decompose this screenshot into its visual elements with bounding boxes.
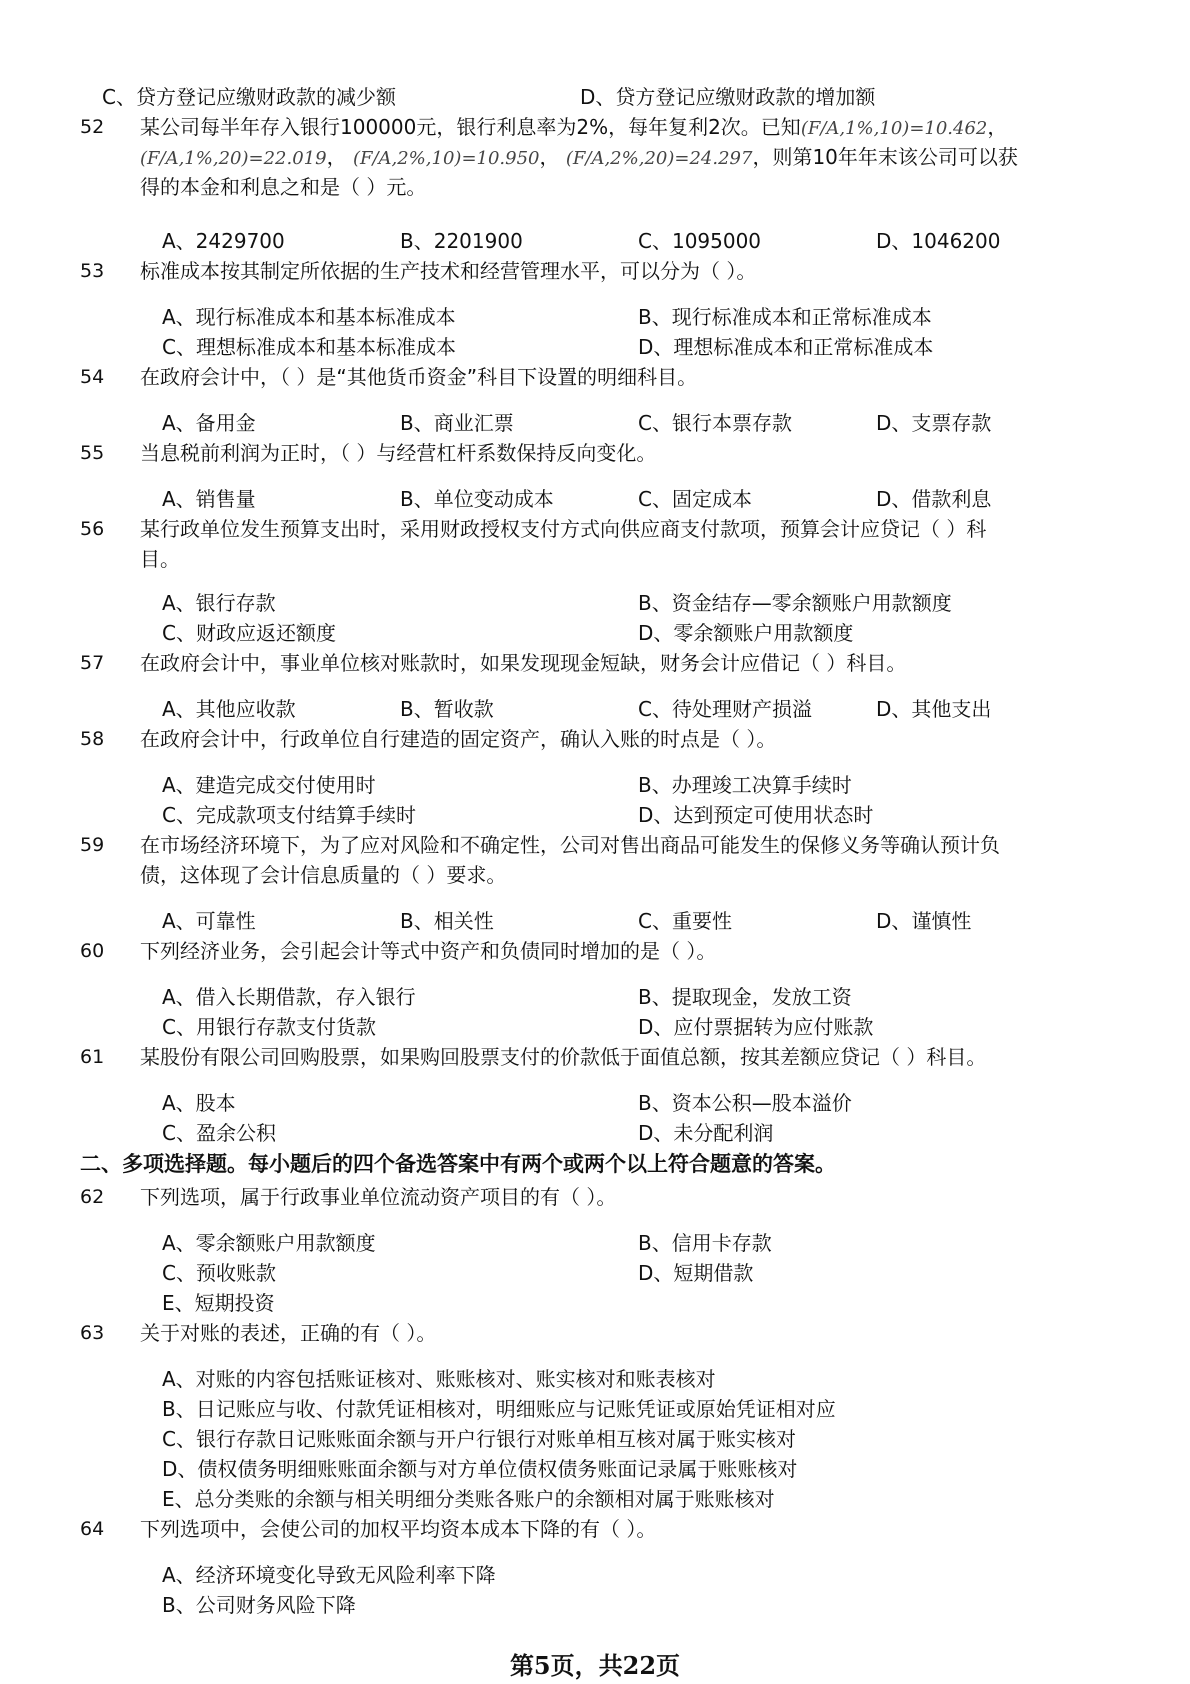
question-stem: 在政府会计中，（ ）是“其他货币资金”科目下设置的明细科目。: [140, 365, 698, 389]
option-b[interactable]: B、单位变动成本: [400, 487, 554, 511]
option-c[interactable]: C、预收账款: [162, 1261, 276, 1285]
option-c[interactable]: C、盈余公积: [162, 1121, 276, 1145]
question-number: 53: [80, 260, 105, 282]
option-c[interactable]: C、重要性: [638, 909, 732, 933]
question-number: 64: [80, 1518, 105, 1540]
question-stem: 下列经济业务，会引起会计等式中资产和负债同时增加的是（ ）。: [140, 939, 717, 963]
option-d[interactable]: D、零余额账户用款额度: [638, 621, 854, 645]
question-stem: 在政府会计中，事业单位核对账款时，如果发现现金短缺，财务会计应借记（ ）科目。: [140, 651, 907, 675]
option-b[interactable]: B、日记账应与收、付款凭证相核对，明细账应与记账凭证或原始凭证相对应: [162, 1397, 836, 1421]
option-d[interactable]: D、应付票据转为应付账款: [638, 1015, 874, 1039]
separator: ，: [539, 145, 560, 169]
option-e[interactable]: E、短期投资: [162, 1291, 275, 1315]
option-c[interactable]: C、用银行存款支付货款: [162, 1015, 376, 1039]
option-b[interactable]: B、提取现金，发放工资: [638, 985, 852, 1009]
option-c[interactable]: C、理想标准成本和基本标准成本: [162, 335, 456, 359]
option-d[interactable]: D、其他支出: [876, 697, 992, 721]
option-a[interactable]: A、对账的内容包括账证核对、账账核对、账实核对和账表核对: [162, 1367, 716, 1391]
option-d[interactable]: D、达到预定可使用状态时: [638, 803, 874, 827]
option-a[interactable]: A、销售量: [162, 487, 256, 511]
formula: (F/A,2%,20)=24.297: [565, 148, 753, 169]
q51-option-d: D、贷方登记应缴财政款的增加额: [580, 85, 876, 109]
question-number: 62: [80, 1186, 105, 1208]
question-stem: 关于对账的表述，正确的有（ ）。: [140, 1321, 437, 1345]
option-c[interactable]: C、1095000: [638, 229, 762, 253]
question-number: 55: [80, 442, 105, 464]
question-number: 56: [80, 518, 105, 540]
option-d[interactable]: D、支票存款: [876, 411, 992, 435]
option-a[interactable]: A、2429700: [162, 229, 285, 253]
option-a[interactable]: A、银行存款: [162, 591, 276, 615]
question-stem: 下列选项，属于行政事业单位流动资产项目的有（ ）。: [140, 1185, 617, 1209]
option-a[interactable]: A、现行标准成本和基本标准成本: [162, 305, 456, 329]
option-c[interactable]: C、银行本票存款: [638, 411, 792, 435]
question-stem: 债，这体现了会计信息质量的（ ）要求。: [140, 863, 507, 887]
option-a[interactable]: A、其他应收款: [162, 697, 296, 721]
option-c[interactable]: C、待处理财产损溢: [638, 697, 812, 721]
question-number: 58: [80, 728, 105, 750]
question-number: 52: [80, 116, 105, 138]
option-a[interactable]: A、经济环境变化导致无风险利率下降: [162, 1563, 496, 1587]
option-b[interactable]: B、资金结存—零余额账户用款额度: [638, 591, 952, 615]
q51-option-c: C、贷方登记应缴财政款的减少额: [102, 85, 396, 109]
question-stem: 在市场经济环境下，为了应对风险和不确定性，公司对售出商品可能发生的保修义务等确认预计负: [140, 833, 1000, 857]
option-e[interactable]: E、总分类账的余额与相关明细分类账各账户的余额相对属于账账核对: [162, 1487, 775, 1511]
question-stem: 得的本金和利息之和是（ ）元。: [140, 175, 427, 199]
option-a[interactable]: A、备用金: [162, 411, 256, 435]
option-d[interactable]: D、1046200: [876, 229, 1001, 253]
question-stem: [140, 144, 1018, 172]
option-b[interactable]: B、相关性: [400, 909, 494, 933]
option-b[interactable]: B、商业汇票: [400, 411, 514, 435]
question-stem: 标准成本按其制定所依据的生产技术和经营管理水平，可以分为（ ）。: [140, 259, 757, 283]
question-stem: 某股份有限公司回购股票，如果购回股票支付的价款低于面值总额，按其差额应贷记（ ）科目。: [140, 1045, 987, 1069]
option-b[interactable]: B、办理竣工决算手续时: [638, 773, 852, 797]
section-heading: 二、多项选择题。每小题后的四个备选答案中有两个或两个以上符合题意的答案。: [80, 1152, 836, 1176]
formula: (F/A,1%,20)=22.019: [140, 148, 327, 169]
option-b[interactable]: B、2201900: [400, 229, 523, 253]
question-stem: 某行政单位发生预算支出时，采用财政授权支付方式向供应商支付款项，预算会计应贷记（ ）科: [140, 517, 987, 541]
question-number: 61: [80, 1046, 105, 1068]
question-number: 54: [80, 366, 105, 388]
option-a[interactable]: A、零余额账户用款额度: [162, 1231, 376, 1255]
option-d[interactable]: D、借款利息: [876, 487, 992, 511]
option-c[interactable]: C、完成款项支付结算手续时: [162, 803, 416, 827]
option-d[interactable]: D、谨慎性: [876, 909, 972, 933]
option-d[interactable]: D、短期借款: [638, 1261, 754, 1285]
formula: (F/A,2%,10)=10.950: [352, 148, 540, 169]
option-d[interactable]: D、未分配利润: [638, 1121, 774, 1145]
option-b[interactable]: B、信用卡存款: [638, 1231, 772, 1255]
page-number-footer: 第5页，共22页: [509, 1651, 681, 1680]
option-c[interactable]: C、财政应返还额度: [162, 621, 336, 645]
option-b[interactable]: B、现行标准成本和正常标准成本: [638, 305, 932, 329]
option-b[interactable]: B、暂收款: [400, 697, 494, 721]
question-number: 59: [80, 834, 105, 856]
option-a[interactable]: A、建造完成交付使用时: [162, 773, 376, 797]
option-c[interactable]: C、银行存款日记账账面余额与开户行银行对账单相互核对属于账实核对: [162, 1427, 796, 1451]
separator: ，: [987, 115, 1008, 139]
stem-text: ，则第10年年末该公司可以获: [752, 145, 1018, 169]
stem-text: 某公司每半年存入银行100000元，银行利息率为2%，每年复利2次。已知: [140, 115, 801, 139]
formula: (F/A,1%,10)=10.462: [800, 118, 988, 139]
question-stem: 当息税前利润为正时，（ ）与经营杠杆系数保持反向变化。: [140, 441, 657, 465]
question-number: 63: [80, 1322, 105, 1344]
option-a[interactable]: A、可靠性: [162, 909, 256, 933]
option-a[interactable]: A、股本: [162, 1091, 236, 1115]
option-d[interactable]: D、债权债务明细账账面余额与对方单位债权债务账面记录属于账账核对: [162, 1457, 798, 1481]
question-stem: 目。: [140, 547, 180, 571]
question-number: 57: [80, 652, 105, 674]
question-stem: 下列选项中，会使公司的加权平均资本成本下降的有（ ）。: [140, 1517, 657, 1541]
question-number: 60: [80, 940, 105, 962]
option-b[interactable]: B、资本公积—股本溢价: [638, 1091, 852, 1115]
question-stem: 在政府会计中，行政单位自行建造的固定资产，确认入账的时点是（ ）。: [140, 727, 777, 751]
option-b[interactable]: B、公司财务风险下降: [162, 1593, 356, 1617]
option-d[interactable]: D、理想标准成本和正常标准成本: [638, 335, 934, 359]
separator: ，: [326, 145, 347, 169]
option-a[interactable]: A、借入长期借款，存入银行: [162, 985, 416, 1009]
question-stem: [140, 114, 1007, 142]
option-c[interactable]: C、固定成本: [638, 487, 752, 511]
